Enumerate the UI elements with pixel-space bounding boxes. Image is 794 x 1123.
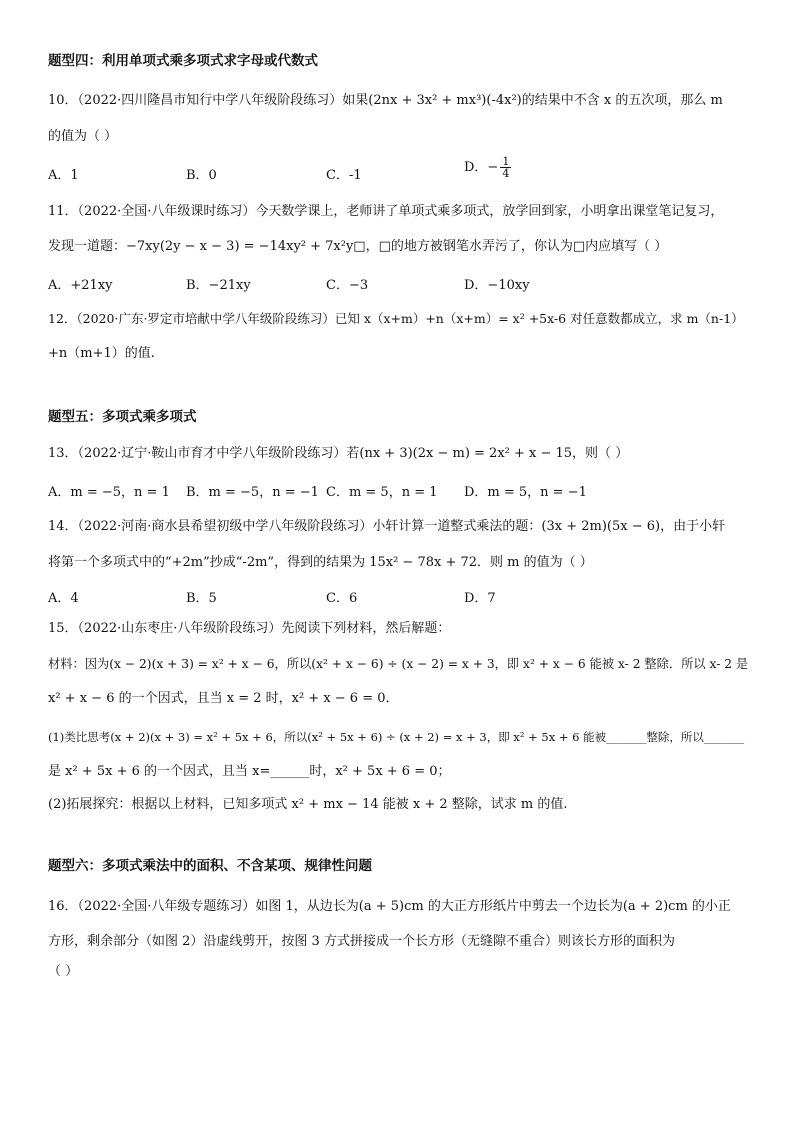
- q13-option-a: A．m = −5，n = 1: [48, 485, 170, 500]
- q13-line-1: 13．（2022·辽宁·鞍山市育才中学八年级阶段练习）若(nx + 3)(2x − m) = 2x² + x − 15，则（ ）: [48, 446, 629, 461]
- q10-line-2: 的值为（ ）: [48, 129, 118, 144]
- q15-line-3: x² + x − 6 的一个因式，且当 x = 2 时，x² + x − 6 = 0．: [48, 691, 399, 706]
- q13-options: [48, 481, 748, 499]
- q10-option-a: A．1: [48, 168, 79, 183]
- q11-line-2: 发现一道题：−7xy(2y − x − 3) = −14xy² + 7x²y□，□的地方被钢笔水弄污了，你认为□内应填写（ ）: [48, 239, 668, 254]
- q10-option-d-label: D．−: [464, 160, 499, 175]
- q14-options: [48, 587, 748, 605]
- q11-option-a: A．+21xy: [48, 278, 113, 293]
- q16-line-1: 16．（2022·全国·八年级专题练习）如图 1，从边长为(a + 5)cm 的大正方形纸片中剪去一个边长为(a + 2)cm 的小正: [48, 899, 731, 914]
- q11-option-b: B．−21xy: [186, 278, 251, 293]
- section-heading-4: 题型四：利用单项式乘多项式求字母或代数式: [48, 53, 318, 69]
- q10-option-d-fraction: [500, 156, 511, 179]
- section-heading-5: 题型五：多项式乘多项式: [48, 409, 197, 425]
- q13-option-d: D．m = 5，n = −1: [464, 485, 587, 500]
- q14-option-c: C．6: [326, 591, 358, 606]
- q15-line-2: 材料：因为(x − 2)(x + 3) = x² + x − 6，所以(x² + x − 6) ÷ (x − 2) = x + 3，即 x² + x − 6 能被 x- 2 整除．所以 x- 2 是: [48, 657, 749, 671]
- q10-option-b: B．0: [186, 168, 217, 183]
- fraction-numerator: 1: [502, 155, 510, 168]
- q16-line-2: 方形，剩余部分（如图 2）沿虚线剪开，按图 3 方式拼接成一个长方形（无缝隙不重合）则该长方形的面积为: [48, 934, 675, 949]
- q12-line-1: 12．（2020·广东·罗定市培献中学八年级阶段练习）已知 x（x+m）+n（x+m）= x² +5x-6 对任意数都成立，求 m（n-1）: [48, 311, 744, 326]
- q15-line-1: 15．（2022·山东枣庄·八年级阶段练习）先阅读下列材料，然后解题：: [48, 621, 451, 636]
- fraction-denominator: 4: [502, 167, 510, 180]
- q13-option-b: B．m = −5，n = −1: [186, 485, 319, 500]
- q11-option-d: D．−10xy: [464, 278, 530, 293]
- section-heading-6: 题型六：多项式乘法中的面积、不含某项、规律性问题: [48, 858, 372, 874]
- q11-line-1: 11．（2022·全国·八年级课时练习）今天数学课上，老师讲了单项式乘多项式，放学回到家，小明拿出课堂笔记复习，: [48, 204, 724, 219]
- q14-option-b: B．5: [186, 591, 217, 606]
- q15-line-6: (2)拓展探究：根据以上材料，已知多项式 x² + mx − 14 能被 x + 2 整除，试求 m 的值.: [48, 797, 568, 812]
- q11-option-c: C．−3: [326, 278, 369, 293]
- q10-option-c: C．-1: [326, 168, 362, 183]
- q14-option-a: A．4: [48, 591, 79, 606]
- q14-option-d: D．7: [464, 591, 496, 606]
- q14-line-1: 14．（2022·河南·商水县希望初级中学八年级阶段练习）小轩计算一道整式乘法的题：(3x + 2m)(5x − 6)，由于小轩: [48, 519, 726, 534]
- q15-line-5: 是 x² + 5x + 6 的一个因式，且当 x=______时，x² + 5x + 6 = 0；: [48, 764, 451, 779]
- q10-options: [48, 155, 748, 183]
- q16-line-3: （ ）: [48, 964, 79, 979]
- q10-line-1: 10．（2022·四川隆昌市知行中学八年级阶段练习）如果(2nx + 3x² + mx³)(-4x²)的结果中不含 x 的五次项，那么 m: [48, 93, 723, 108]
- q12-line-2: +n（m+1）的值.: [48, 346, 155, 361]
- q14-line-2: 将第一个多项式中的“+2m”抄成“-2m”，得到的结果为 15x² − 78x + 72．则 m 的值为（ ）: [48, 555, 593, 570]
- q10-option-d: [464, 156, 511, 179]
- q13-option-c: C．m = 5，n = 1: [326, 485, 438, 500]
- q11-options: [48, 274, 748, 292]
- q15-line-4: (1)类比思考(x + 2)(x + 3) = x² + 5x + 6，所以(x² + 5x + 6) ÷ (x + 2) = x + 3，即 x² + 5x + 6 能被_______整除，所以_______: [48, 730, 745, 744]
